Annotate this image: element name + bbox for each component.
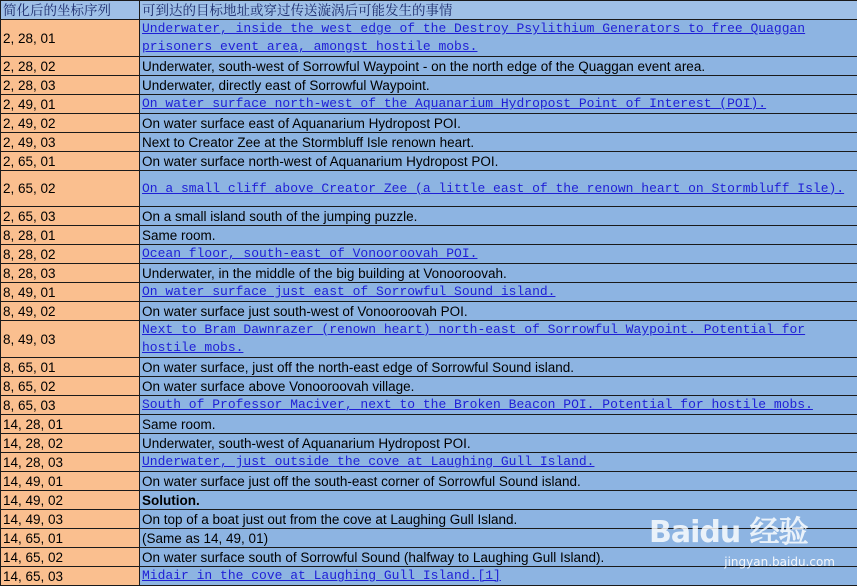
coordinate-cell: 14, 28, 03 [1,453,140,472]
header-coordinates: 简化后的坐标序列 [1,1,140,20]
destination-cell: Next to Creator Zee at the Stormbluff Isle renown heart. [140,133,857,152]
table-row [1,20,857,57]
coordinate-cell: 14, 49, 03 [1,510,140,529]
table-row [1,245,857,264]
destination-link[interactable]: Underwater, inside the west edge of the Destroy Psylithium Generators to free Quaggan prisoners event area, amongst hostile mobs. [140,20,857,57]
destination-link[interactable]: South of Professor Maciver, next to the Broken Beacon POI. Potential for hostile mobs. [140,396,857,415]
destination-cell: On water surface, just off the north-east edge of Sorrowful Sound island. [140,358,857,377]
watermark-url: jingyan.baidu.com [724,555,835,569]
table-row [1,264,857,283]
destination-cell: On water surface just south-west of Vonooroovah POI. [140,302,857,321]
table-row [1,548,857,567]
destination-cell: Underwater, in the middle of the big building at Vonooroovah. [140,264,857,283]
coordinate-cell: 2, 28, 01 [1,20,140,57]
watermark-logo: Baidu 经验 [649,507,808,551]
table-row [1,133,857,152]
table-row [1,491,857,510]
coordinate-cell: 8, 49, 03 [1,321,140,358]
table-row [1,57,857,76]
coordinate-cell: 2, 49, 03 [1,133,140,152]
destination-cell: On a small island south of the jumping puzzle. [140,207,857,226]
coordinate-cell: 14, 65, 02 [1,548,140,567]
table-row [1,510,857,529]
table-row [1,95,857,114]
destination-cell: On water surface south of Sorrowful Sound (halfway to Laughing Gull Island). [140,548,857,567]
table-row [1,396,857,415]
table-row [1,415,857,434]
destination-cell: Underwater, south-west of Aquanarium Hydropost POI. [140,434,857,453]
table-row [1,114,857,133]
coordinate-cell: 2, 49, 01 [1,95,140,114]
destination-link[interactable]: Ocean floor, south-east of Vonooroovah POI. [140,245,857,264]
coordinate-cell: 8, 65, 03 [1,396,140,415]
table-row [1,321,857,358]
table-row [1,529,857,548]
coordinate-cell: 2, 65, 02 [1,171,140,207]
table-row [1,226,857,245]
header-destination: 可到达的目标地址或穿过传送漩涡后可能发生的事情 [140,1,857,20]
destination-cell: On water surface above Vonooroovah village. [140,377,857,396]
table-row [1,453,857,472]
table-row [1,171,857,207]
destination-link[interactable]: Midair in the cove at Laughing Gull Island.[1] [140,567,857,586]
coordinate-cell: 14, 49, 02 [1,491,140,510]
destination-cell: Underwater, south-west of Sorrowful Waypoint - on the north edge of the Quaggan event area. [140,57,857,76]
coordinate-cell: 2, 28, 02 [1,57,140,76]
coordinate-cell: 14, 65, 01 [1,529,140,548]
coordinate-cell: 8, 28, 03 [1,264,140,283]
destination-link[interactable]: On water surface just east of Sorrowful Sound island. [140,283,857,302]
coordinate-cell: 14, 28, 01 [1,415,140,434]
destination-cell: Same room. [140,415,857,434]
coordinate-cell: 2, 65, 01 [1,152,140,171]
solution-cell: Solution. [140,491,857,510]
coordinate-cell: 14, 49, 01 [1,472,140,491]
table-row [1,283,857,302]
coordinate-cell: 8, 28, 02 [1,245,140,264]
table-row [1,377,857,396]
table-header-row [1,1,857,20]
destination-cell: On water surface just off the south-east corner of Sorrowful Sound island. [140,472,857,491]
coordinate-cell: 2, 28, 03 [1,76,140,95]
coordinate-cell: 2, 65, 03 [1,207,140,226]
coordinate-cell: 8, 65, 02 [1,377,140,396]
table-row [1,434,857,453]
coordinate-cell: 14, 28, 02 [1,434,140,453]
table-row [1,472,857,491]
destination-cell: Underwater, directly east of Sorrowful Waypoint. [140,76,857,95]
table-row [1,152,857,171]
destination-link[interactable]: On a small cliff above Creator Zee (a little east of the renown heart on Stormbluff Isle). [140,171,857,207]
coordinate-cell: 8, 65, 01 [1,358,140,377]
coordinate-cell: 2, 49, 02 [1,114,140,133]
destination-cell: On water surface north-west of Aquanarium Hydropost POI. [140,152,857,171]
coordinate-cell: 8, 49, 02 [1,302,140,321]
coordinate-cell: 8, 28, 01 [1,226,140,245]
coordinate-cell: 8, 49, 01 [1,283,140,302]
table-row [1,207,857,226]
destination-cell: (Same as 14, 49, 01) [140,529,857,548]
coordinate-cell: 14, 65, 03 [1,567,140,586]
table-row [1,358,857,377]
destination-link[interactable]: Next to Bram Dawnrazer (renown heart) north-east of Sorrowful Waypoint. Potential for hostile mobs. [140,321,857,358]
destination-link[interactable]: Underwater, just outside the cove at Laughing Gull Island. [140,453,857,472]
destination-link[interactable]: On water surface north-west of the Aquanarium Hydropost Point of Interest (POI). [140,95,857,114]
table-row [1,76,857,95]
destination-cell: Same room. [140,226,857,245]
destination-cell: On top of a boat just out from the cove at Laughing Gull Island. [140,510,857,529]
table-row [1,302,857,321]
destination-cell: On water surface east of Aquanarium Hydropost POI. [140,114,857,133]
